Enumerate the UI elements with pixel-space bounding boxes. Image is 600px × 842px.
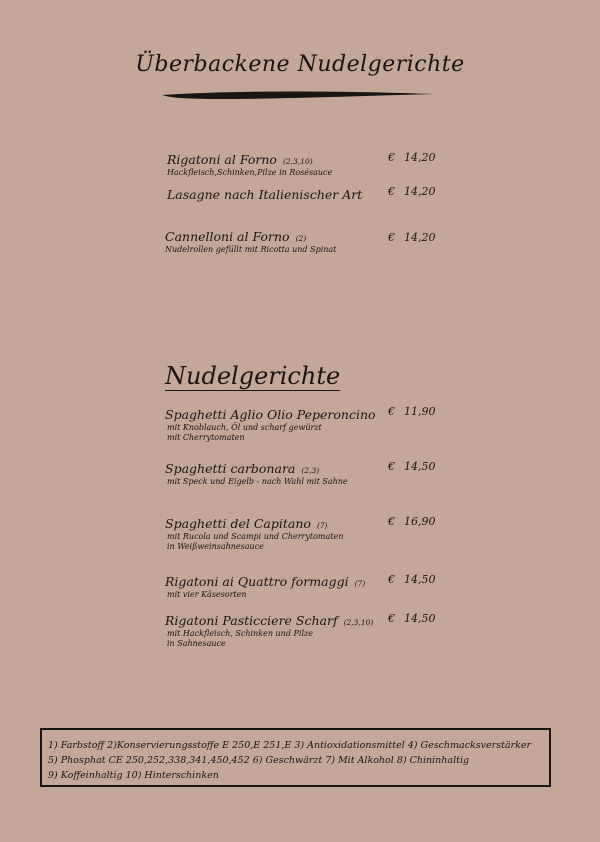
price-value: 14,50 [404, 612, 436, 625]
item-description: mit Cherrytomaten [167, 433, 245, 442]
item-allergens: (7) [354, 579, 366, 588]
legend-line: 1) Farbstoff 2)Konservierungsstoffe E 250,E 251,E 3) Antioxidationsmittel 4) Geschmacksverstärker [48, 740, 532, 751]
item-description: mit vier Käsesorten [167, 590, 247, 599]
item-description: in Weißweinsahnesauce [167, 542, 264, 551]
menu-item [167, 149, 332, 178]
price-value: 14,20 [404, 231, 436, 244]
legend-line: 9) Koffeinhaltig 10) Hinterschinken [48, 770, 219, 781]
item-name: Rigatoni ai Quattro formaggi [165, 574, 349, 589]
item-description: Nudelrollen gefüllt mit Ricotta und Spinat [165, 245, 337, 254]
menu-item [165, 458, 348, 487]
item-description: mit Speck und Eigelb - nach Wahl mit Sahne [167, 477, 348, 486]
menu-item [165, 571, 365, 600]
item-price [388, 405, 436, 418]
item-name: Rigatoni al Forno [167, 152, 277, 167]
item-price [388, 231, 436, 244]
item-name: Lasagne nach Italienischer Art [167, 187, 363, 202]
item-name: Spaghetti Aglio Olio Peperoncino [165, 407, 376, 422]
item-price [388, 573, 436, 586]
item-allergens: (2) [295, 234, 307, 243]
item-description: Hackfleisch,Schinken,Pilze in Rosésauce [167, 168, 333, 177]
price-value: 16,90 [404, 515, 436, 528]
item-name: Spaghetti carbonara [165, 461, 296, 476]
price-value: 14,20 [404, 185, 436, 198]
currency-sign: € [388, 231, 395, 244]
item-allergens: (2,3,10) [282, 157, 313, 166]
menu-item [165, 610, 373, 649]
item-price [388, 515, 436, 528]
menu-item [167, 184, 362, 203]
price-value: 11,90 [404, 405, 436, 418]
currency-sign: € [388, 405, 395, 418]
item-name: Spaghetti del Capitano [165, 516, 311, 531]
price-value: 14,50 [404, 460, 436, 473]
price-value: 14,50 [404, 573, 436, 586]
menu-item [165, 404, 376, 443]
item-name: Rigatoni Pasticciere Scharf [165, 613, 338, 628]
item-name: Cannelloni al Forno [165, 229, 290, 244]
item-description: in Sahnesauce [167, 639, 226, 648]
menu-item [165, 513, 343, 552]
legend-line: 5) Phosphat CE 250,252,338,341,450,452 6) Geschwärzt 7) Mit Alkohol 8) Chininhaltig [48, 755, 470, 766]
item-price [388, 460, 436, 473]
item-description: mit Knoblauch, Öl und scharf gewürzt [167, 423, 322, 432]
item-price [388, 185, 436, 198]
item-allergens: (2,3,10) [343, 618, 374, 627]
currency-sign: € [388, 185, 395, 198]
item-allergens: (7) [316, 521, 328, 530]
currency-sign: € [388, 612, 395, 625]
item-description: mit Rucola und Scampi und Cherrytomaten [167, 532, 344, 541]
item-price [388, 612, 436, 625]
currency-sign: € [388, 460, 395, 473]
currency-sign: € [388, 515, 395, 528]
allergen-legend [40, 728, 551, 787]
item-allergens: (2,3) [301, 466, 320, 475]
currency-sign: € [388, 151, 395, 164]
item-price [388, 151, 436, 164]
section-title-ueberbackene: Überbackene Nudelgerichte [135, 52, 465, 77]
menu-item [165, 226, 336, 255]
price-value: 14,20 [404, 151, 436, 164]
currency-sign: € [388, 573, 395, 586]
brush-stroke-divider [160, 88, 436, 104]
item-description: mit Hackfleisch, Schinken und Pilze [167, 629, 313, 638]
section-title-nudelgerichte: Nudelgerichte [165, 362, 341, 390]
